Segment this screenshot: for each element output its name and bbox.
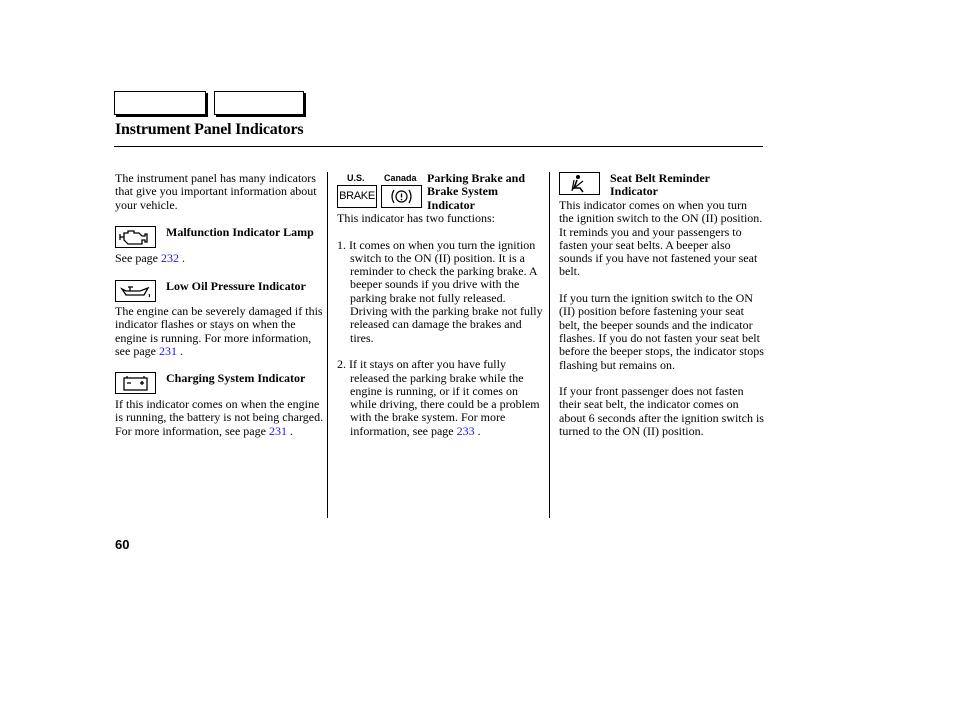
column-divider-1 (327, 172, 328, 518)
seat-belt-p1: This indicator comes on when you turn the ignition switch to the ON (II) position. It reminds you and your passengers to fasten your seat belts. A beeper also sounds if you have not fastened your seat belt. (559, 198, 763, 279)
brake-item-1: 1. It comes on when you turn the ignition switch to the ON (II) position. It is a reminder to check the parking brake. A beeper sounds if you drive with the parking brake not fully released. Driving with the parking brake not fully released can damage the brakes and tires. (337, 237, 543, 345)
page-number: 60 (115, 537, 130, 552)
malfunction-text-end: . (178, 251, 185, 265)
spacer (559, 279, 764, 292)
spacer (337, 345, 545, 358)
intro-text: The instrument panel has many indicators that give you important information about your vehicle. (115, 171, 317, 212)
column-divider-2 (549, 172, 550, 518)
spacer (337, 225, 545, 238)
seat-belt-heading: Seat Belt Reminder Indicator (610, 171, 710, 199)
charging-text (115, 398, 327, 438)
title-rule (114, 146, 763, 147)
page-link-231-oil[interactable]: 231 (158, 343, 177, 358)
brake-icon-label: BRAKE (339, 190, 375, 202)
seat-belt-icon (559, 172, 600, 195)
label-us: U.S. (347, 173, 365, 183)
malfunction-heading: Malfunction Indicator Lamp (166, 225, 314, 239)
oil-can-icon (115, 280, 156, 302)
label-canada: Canada (384, 173, 417, 183)
charging-text-body: If this indicator comes on when the engine is running, the battery is not being charged. For more information, see page (115, 397, 324, 438)
page-link-232[interactable]: 232 (160, 251, 179, 265)
page-link-231-charging[interactable]: 231 (268, 423, 287, 438)
malfunction-text (115, 252, 325, 265)
brake-circle-icon (381, 185, 422, 208)
seat-belt-p3: If your front passenger does not fasten their seat belt, the indicator comes on about 6 seconds after the ignition switch is turned to the ON (II) position. (559, 384, 764, 439)
brake-heading: Parking Brake and Brake System Indicator (427, 171, 526, 212)
charging-heading: Charging System Indicator (166, 371, 306, 385)
brake-item-2-end: . (474, 423, 481, 438)
column-2-body (337, 212, 545, 438)
page-link-233[interactable]: 233 (456, 423, 475, 438)
brake-intro: This indicator has two functions: (337, 211, 495, 225)
engine-icon (115, 226, 156, 248)
low-oil-heading: Low Oil Pressure Indicator (166, 279, 306, 293)
low-oil-text-body: The engine can be severely damaged if this indicator flashes or stays on when the engine is running. For more information, see page (115, 304, 323, 358)
brake-item-2 (337, 358, 545, 438)
seat-belt-p2: If you turn the ignition switch to the ON (II) position before fastening your seat belt, the beeper sounds and the indicator flashes. If you do not fasten your seat belt before the beeper stops, the indicator stops flashing but remains on. (559, 291, 764, 372)
low-oil-text-end: . (176, 343, 183, 358)
page-title: Instrument Panel Indicators (115, 121, 304, 138)
low-oil-text (115, 305, 325, 358)
nav-button-next[interactable] (214, 91, 304, 115)
column-3-body (559, 199, 764, 438)
brake-text-icon (337, 185, 377, 208)
battery-icon (115, 372, 156, 394)
column-1 (115, 172, 325, 212)
spacer (559, 372, 764, 385)
nav-button-previous[interactable] (114, 91, 206, 115)
malfunction-text-body: See page (115, 251, 161, 265)
brake-item-2-text: 2. If it stays on after you have fully released the parking brake while the engine is running, or if it comes on while driving, there could be a problem with the brake system. For more information, see page (337, 357, 540, 438)
charging-text-end: . (286, 423, 293, 438)
